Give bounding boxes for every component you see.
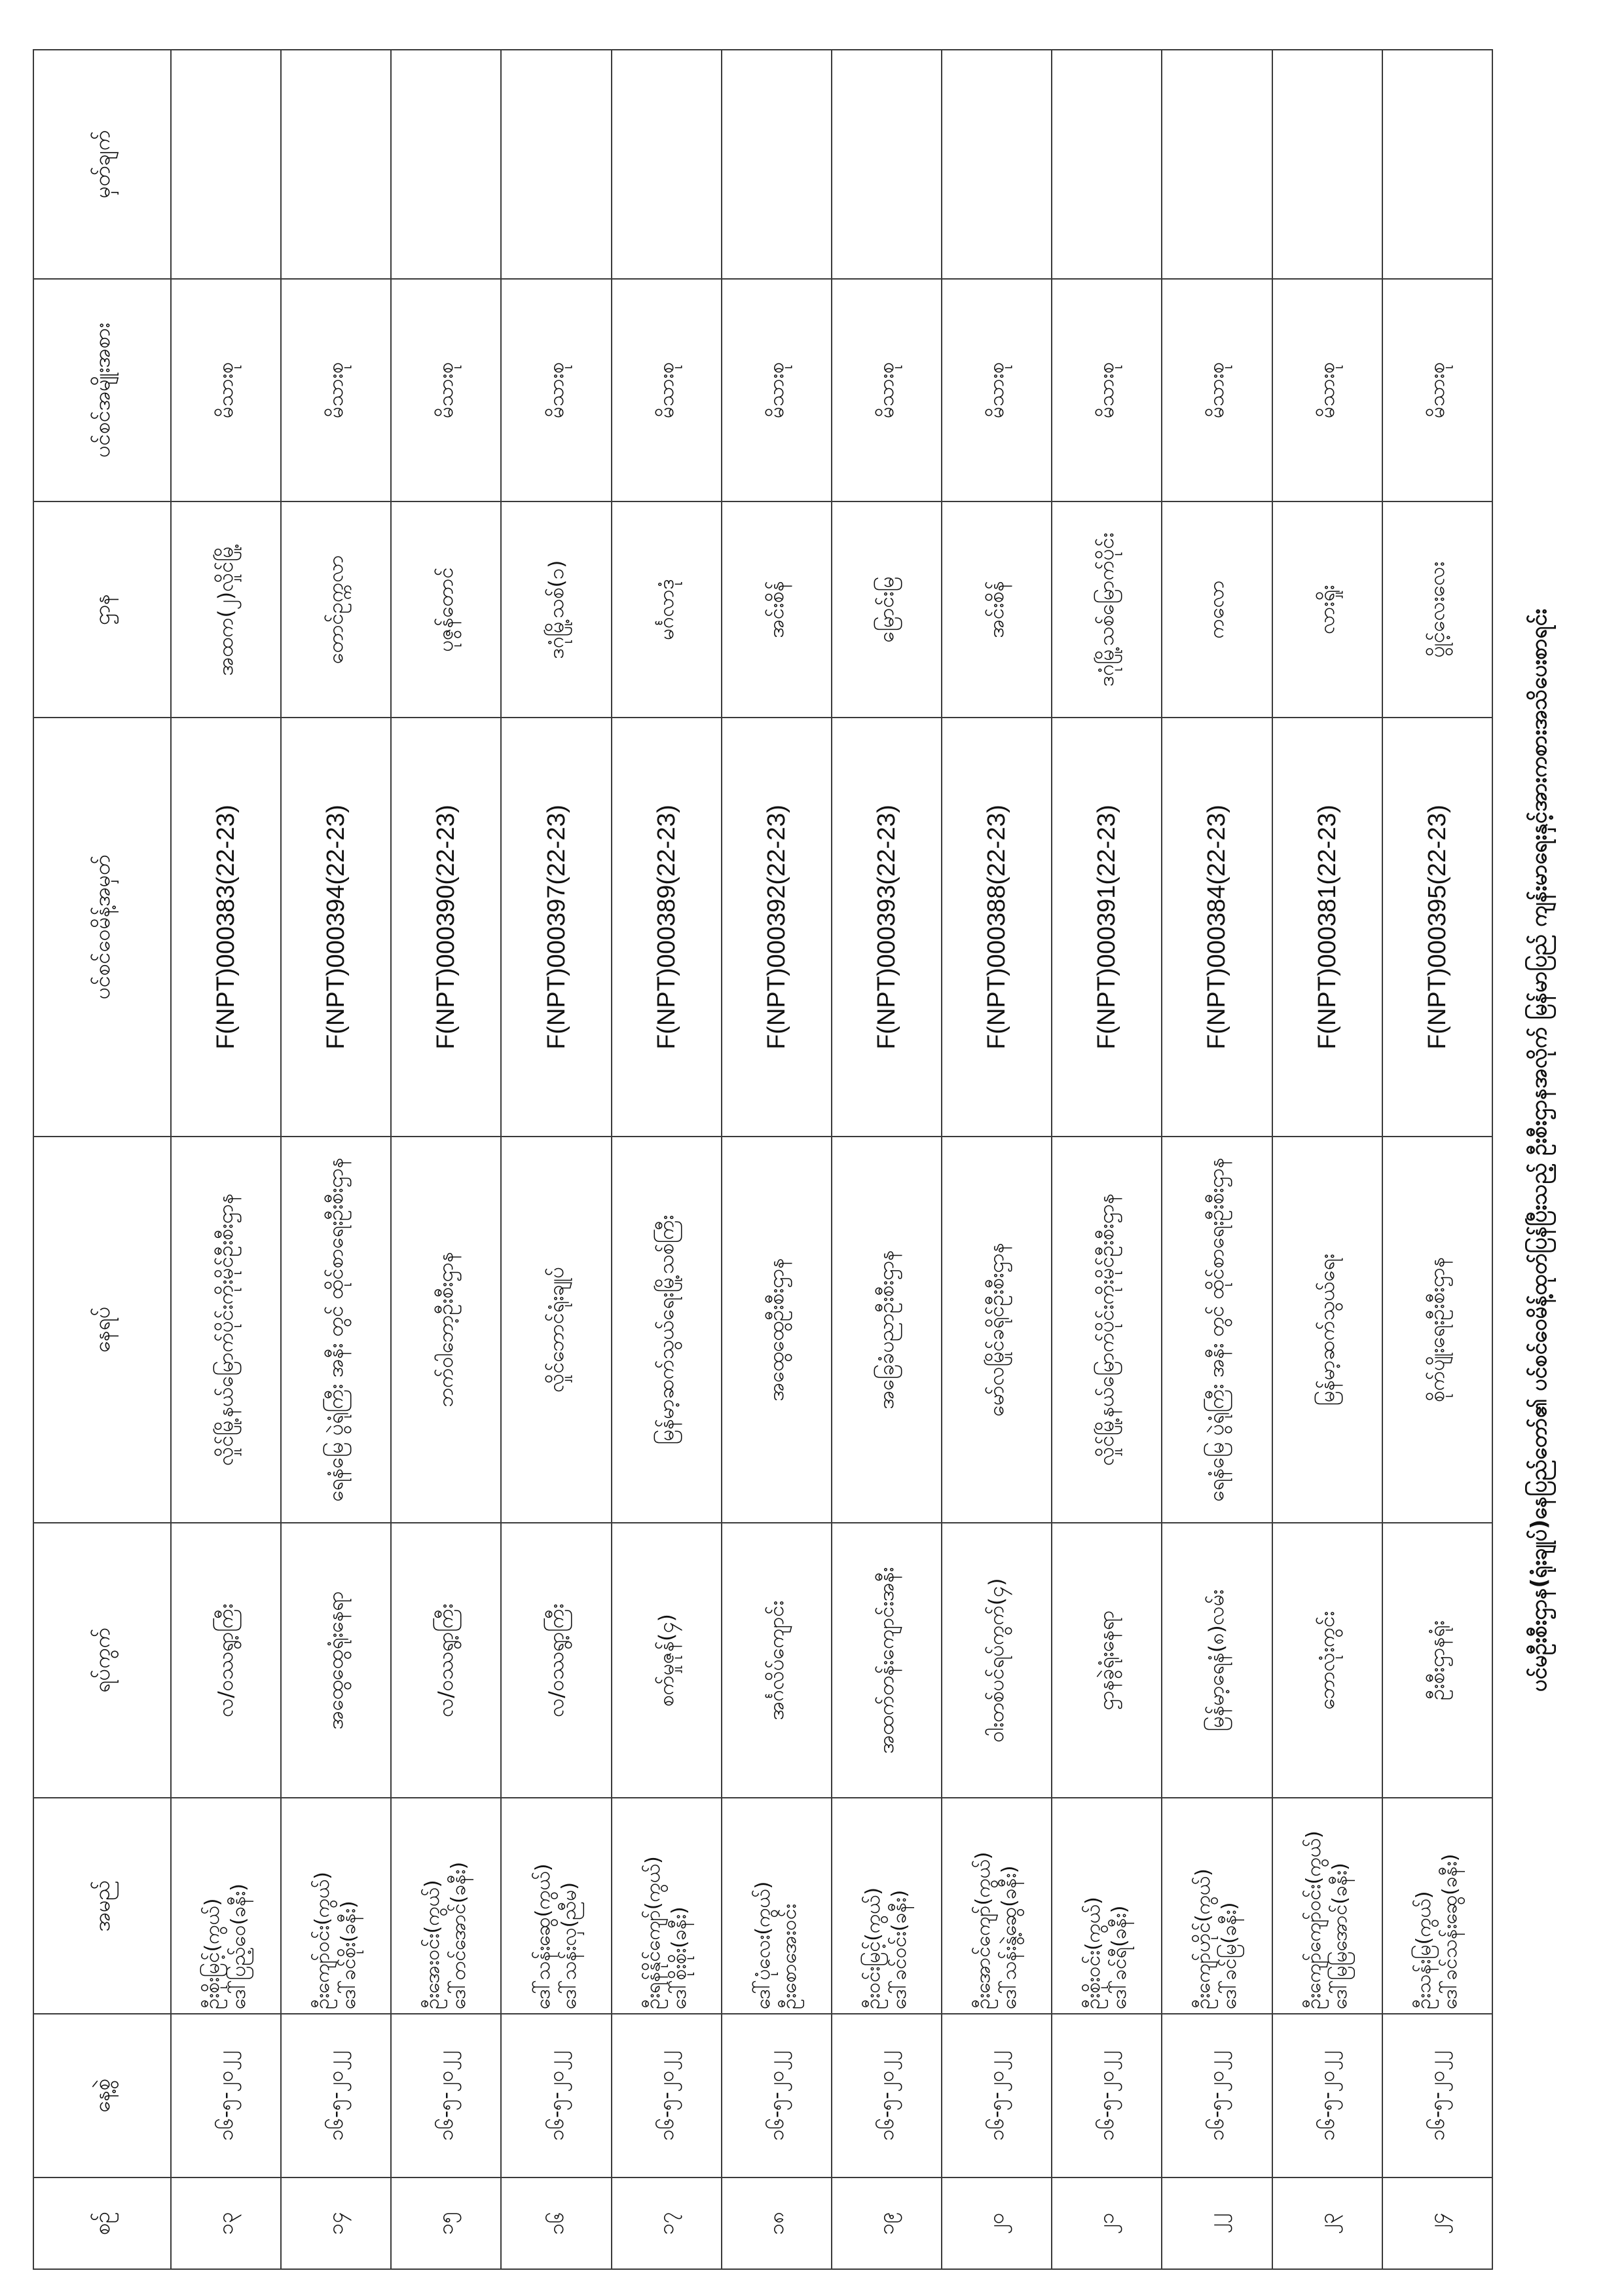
- cell-no: ၁၃: [171, 2178, 281, 2269]
- cell-no: ၂၁: [1052, 2178, 1162, 2269]
- cell-date: ၁၆-၅-၂၀၂၂: [1272, 2014, 1382, 2178]
- cell-date: ၁၆-၅-၂၀၂၂: [281, 2014, 391, 2178]
- cell-status: မိသားစု: [1272, 279, 1382, 501]
- cell-org: မြောင်းမြ: [832, 501, 942, 718]
- table-row: [171, 50, 281, 2269]
- cell-status: မိသားစု: [391, 279, 501, 501]
- cell-township: ဦးစီးဌာနရုံး: [1382, 1523, 1492, 1798]
- cell-address: လှိုင်မြို့နယ်မြောက်ပိုင်းကိုးမိုင်ဦးစီးဌာန: [1052, 1137, 1162, 1523]
- cell-no: ၂၂: [1162, 2178, 1272, 2269]
- pension-table: [33, 49, 1493, 2270]
- header-reg-no: ပင်စင်ဝေမိန့်အမှတ်: [33, 718, 171, 1137]
- cell-org: အင်းစိန်: [722, 501, 832, 718]
- document-title: ပင်မဦးစီးဌာန(ရုံးချုပ်)နေပြည်တော်၏ ပင်စင်ဝေမိန့်ထုတ်ပြန်ပြီးသည့် ဦးစီးဌာနအလိုက် မြန်မာပြည် ကျန်းမာရေးနှင့်အားကစားအသိပေးစာရင်း: [1526, 608, 1551, 1692]
- cell-date: ၁၆-၅-၂၀၂၂: [171, 2014, 281, 2178]
- name-line: ဦးကျော်ကျော်ဝင်း(ကွယ်): [1302, 1831, 1325, 2009]
- cell-remark: [1382, 50, 1492, 279]
- cell-names: [501, 1798, 611, 2014]
- cell-status: မိသားစု: [1162, 279, 1272, 501]
- cell-reg-no: F(NPT)000392(22-23): [722, 718, 832, 1137]
- name-line: ဦးဝင်းမြင့်(ကွယ်): [862, 1887, 885, 2009]
- header-org: ဌာန: [33, 501, 171, 718]
- name-line: ဒေါ်ခင်သန်းဆွေ(ခနီး): [1438, 1853, 1462, 2009]
- cell-township: လ/၀ဿရွာ့ကြီး: [171, 1523, 281, 1798]
- header-address: နေရပ်: [33, 1137, 171, 1523]
- cell-township: ဌာနခွဲရုံးနေရာ: [1052, 1523, 1162, 1798]
- table-row: [612, 50, 722, 2269]
- header-township: ရပ်ကွက်: [33, 1523, 171, 1798]
- cell-org: လားရှိုး: [1272, 501, 1382, 718]
- cell-remark: [612, 50, 722, 279]
- cell-names: [391, 1798, 501, 2014]
- cell-address: ရေနံမြေ ပွဲရုံကြီး အနီး တွင် ထိုင်စာရေးဦးစီးဌာန: [281, 1137, 391, 1523]
- cell-address: မော်လမြိုင်ခရိုင်ဦးစီးဌာန: [942, 1137, 1052, 1523]
- cell-date: ၁၆-၅-၂၀၂၂: [942, 2014, 1052, 2178]
- cell-no: ၁၅: [391, 2178, 501, 2269]
- cell-township: ဘောလုံးကွင်း: [1272, 1523, 1382, 1798]
- cell-address: ရေနံမြေ ပွဲရုံကြီး အနီး တွင် ထိုင်စာရေးဦးစီးဌာန: [1162, 1137, 1272, 1523]
- table-row: [1272, 50, 1382, 2269]
- cell-names: [1052, 1798, 1162, 2014]
- cell-no: ၂၃: [1272, 2178, 1382, 2269]
- cell-names: [612, 1798, 722, 2014]
- table-row: [501, 50, 611, 2269]
- cell-reg-no: F(NPT)000390(22-23): [391, 718, 501, 1137]
- cell-names: [1382, 1798, 1492, 2014]
- name-line: ဒေါ်ခင်စိုး(ခနီး): [337, 1901, 361, 2009]
- cell-status: မိသားစု: [722, 279, 832, 501]
- table-row: [1382, 50, 1492, 2269]
- cell-remark: [722, 50, 832, 279]
- cell-reg-no: F(NPT)000389(22-23): [612, 718, 722, 1137]
- header-row: [33, 50, 171, 2269]
- name-line: ဦးကျော်ဟိုင်(ကွယ်): [1192, 1868, 1215, 2009]
- cell-date: ၁၆-၅-၂၀၂၂: [391, 2014, 501, 2178]
- name-line: ဦးအောင်ကျော်(ကွယ်): [972, 1851, 995, 2009]
- cell-reg-no: F(NPT)000381(22-23): [1272, 718, 1382, 1137]
- cell-org: ဒဂုံမြို့သစ်(၁): [501, 501, 611, 718]
- cell-reg-no: F(NPT)000394(22-23): [281, 718, 391, 1137]
- cell-reg-no: F(NPT)000384(22-23): [1162, 718, 1272, 1137]
- cell-reg-no: F(NPT)000383(22-23): [171, 718, 281, 1137]
- cell-names: [281, 1798, 391, 2014]
- cell-township: အထွေထွေရုံးနေရာ: [281, 1523, 391, 1798]
- cell-date: ၁၆-၅-၂၀၂၂: [1052, 2014, 1162, 2178]
- header-names: အမည်: [33, 1798, 171, 2014]
- cell-status: မိသားစု: [501, 279, 611, 501]
- header-no: စဉ်: [33, 2178, 171, 2269]
- cell-status: မိသားစု: [1052, 279, 1162, 501]
- header-status: ပင်စင်အမျိုးအစား: [33, 279, 171, 501]
- name-line: ဦးကျော်ဝင်း(ကွယ်): [311, 1872, 335, 2009]
- table-row: [1052, 50, 1162, 2269]
- cell-address: ဘက်ဝါဘော့ဦးစီးဌာန: [391, 1137, 501, 1523]
- cell-township: အင်္ဂလိပ်ကျောင်း: [722, 1523, 832, 1798]
- cell-reg-no: F(NPT)000388(22-23): [942, 718, 1052, 1137]
- name-line: ဒေါ်သန်းနွဲ့ဆွေ(ခနီး): [998, 1865, 1022, 2009]
- cell-no: ၁၇: [612, 2178, 722, 2269]
- cell-no: ၂၀: [942, 2178, 1052, 2269]
- name-line: ဦးစိုးဝင်း(ကွယ်): [1082, 1897, 1105, 2009]
- name-line: ဒေါ်ခင်မြ(ခနီး): [1218, 1902, 1242, 2009]
- table-body: [171, 50, 1492, 2269]
- cell-names: [171, 1798, 281, 2014]
- cell-org: ကလော: [1162, 501, 1272, 718]
- cell-reg-no: F(NPT)000393(22-23): [832, 718, 942, 1137]
- name-line: ဒေါ်မြမြအောင်(ခနီး): [1328, 1863, 1352, 2009]
- name-line: ဒေါ်ခင်ရီ(ခနီး): [1108, 1905, 1132, 2009]
- cell-address: စိုက်ပျိုးရေးဦးစီးဌာန: [1382, 1137, 1492, 1523]
- table-row: [1162, 50, 1272, 2269]
- cell-remark: [1272, 50, 1382, 279]
- cell-status: မိသားစု: [281, 279, 391, 501]
- table-row: [391, 50, 501, 2269]
- cell-status: မိသားစု: [171, 279, 281, 501]
- cell-township: စက်မှုဇုန်(၄): [612, 1523, 722, 1798]
- cell-status: မိသားစု: [832, 279, 942, 501]
- cell-org: အထက(၂)လှိုင်မြို့: [171, 501, 281, 718]
- table-row: [722, 50, 832, 2269]
- cell-address: အထွေထွေဦးစီးဌာန: [722, 1137, 832, 1523]
- cell-date: ၁၆-၅-၂၀၂၂: [1382, 2014, 1492, 2178]
- name-line: ဒေါ်တင်အောင်(ခနီး): [447, 1861, 471, 2009]
- cell-remark: [832, 50, 942, 279]
- cell-township: လ/၀ဿရွာ့ကြီး: [501, 1523, 611, 1798]
- cell-address: မြန်မာ့ဆက်သွယ်ရေး: [1272, 1137, 1382, 1523]
- cell-names: [832, 1798, 942, 2014]
- table-row: [942, 50, 1052, 2269]
- cell-remark: [1162, 50, 1272, 279]
- cell-date: ၁၆-၅-၂၀၂၂: [832, 2014, 942, 2178]
- cell-names: [942, 1798, 1052, 2014]
- cell-date: ၁၆-၅-၂၀၂၂: [722, 2014, 832, 2178]
- cell-date: ၁၆-၅-၂၀၂၂: [612, 2014, 722, 2178]
- cell-org: အင်းစိန်: [942, 501, 1052, 718]
- cell-remark: [942, 50, 1052, 279]
- cell-township: လ/၀ဿရွာ့ကြီး: [391, 1523, 501, 1798]
- cell-date: ၁၆-၅-၂၀၂၂: [501, 2014, 611, 2178]
- cell-remark: [1052, 50, 1162, 279]
- name-line: ဦးစိုးမြင့်(ကွယ်): [201, 1898, 225, 2009]
- name-line: ဒေါ်ပြည့်ဝေ(ခနီး): [227, 1883, 251, 2009]
- cell-no: ၂၄: [1382, 2178, 1492, 2269]
- name-line: ဒေါ်စိုးစိုး(ခနီး): [667, 1906, 691, 2009]
- name-line: ဦးအေးဝင်း(ကွယ်): [421, 1880, 445, 2009]
- table-row: [281, 50, 391, 2269]
- cell-address: မြန်မာ့ဆက်သွယ်ရေးမြို့သစ်ကြီး: [612, 1137, 722, 1523]
- cell-no: ၁၆: [501, 2178, 611, 2269]
- cell-names: [1272, 1798, 1382, 2014]
- cell-org: ပုဇွန်တောင်: [391, 501, 501, 718]
- cell-status: မိသားစု: [942, 279, 1052, 501]
- name-line: ဦးရန်နိုင်ကျော်(ကွယ်): [641, 1856, 665, 2009]
- cell-township: မြန်မာ့ရေနံ(၈)လမ်း: [1162, 1523, 1272, 1798]
- cell-org: မင်္ဂလာဒုံ: [612, 501, 722, 718]
- table-row: [832, 50, 942, 2269]
- cell-no: ၁၉: [832, 2178, 942, 2269]
- name-line: ဦးသန်းမြ(ကွယ်): [1412, 1891, 1435, 2009]
- cell-township: အထက်တန်းကျောင်းအနီး: [832, 1523, 942, 1798]
- cell-date: ၁၆-၅-၂၀၂၂: [1162, 2014, 1272, 2178]
- name-line: ဒေါ်ပုံလေး(ကွယ်): [751, 1881, 775, 2009]
- header-remark: မှတ်ချက်: [33, 50, 171, 279]
- name-line: ဦးစောအေးဝင်း: [777, 1903, 801, 2009]
- cell-status: မိသားစု: [612, 279, 722, 501]
- cell-org: ဒဂုံမြို့သစ်မြောက်ပိုင်း: [1052, 501, 1162, 718]
- cell-address: လှိုင်ဘောင်ရုံးချုပ်: [501, 1137, 611, 1523]
- cell-remark: [391, 50, 501, 279]
- cell-township: ဝါးတစ်ပင်ရပ်ကွက်(၄): [942, 1523, 1052, 1798]
- cell-reg-no: F(NPT)000391(22-23): [1052, 718, 1162, 1137]
- cell-no: ၁၈: [722, 2178, 832, 2269]
- cell-remark: [281, 50, 391, 279]
- header-date: နေ့စွဲ: [33, 2014, 171, 2178]
- cell-remark: [171, 50, 281, 279]
- name-line: ဒေါ်သန်းလှ(ညီမ): [557, 1882, 581, 2009]
- cell-names: [1162, 1798, 1272, 2014]
- cell-reg-no: F(NPT)000395(22-23): [1382, 718, 1492, 1137]
- cell-status: မိသားစု: [1382, 279, 1492, 501]
- cell-reg-no: F(NPT)000397(22-23): [501, 718, 611, 1137]
- name-line: ဒေါ်ခင်ဝင်း(ခနီး): [888, 1889, 912, 2009]
- cell-address: အခြေခံပညာဦးစီးဌာန: [832, 1137, 942, 1523]
- cell-names: [722, 1798, 832, 2014]
- cell-org: တောင်ဥက္ကလာ: [281, 501, 391, 718]
- cell-no: ၁၄: [281, 2178, 391, 2269]
- name-line: ဒေါ်သန်းဆွေ(ကွယ်): [531, 1863, 555, 2009]
- cell-org: ပွိုင့်လေးလေး: [1382, 501, 1492, 718]
- cell-address: လှိုင်မြို့နယ်မြောက်ပိုင်းကိုးမိုင်ဦးစီးဌာန: [171, 1137, 281, 1523]
- cell-remark: [501, 50, 611, 279]
